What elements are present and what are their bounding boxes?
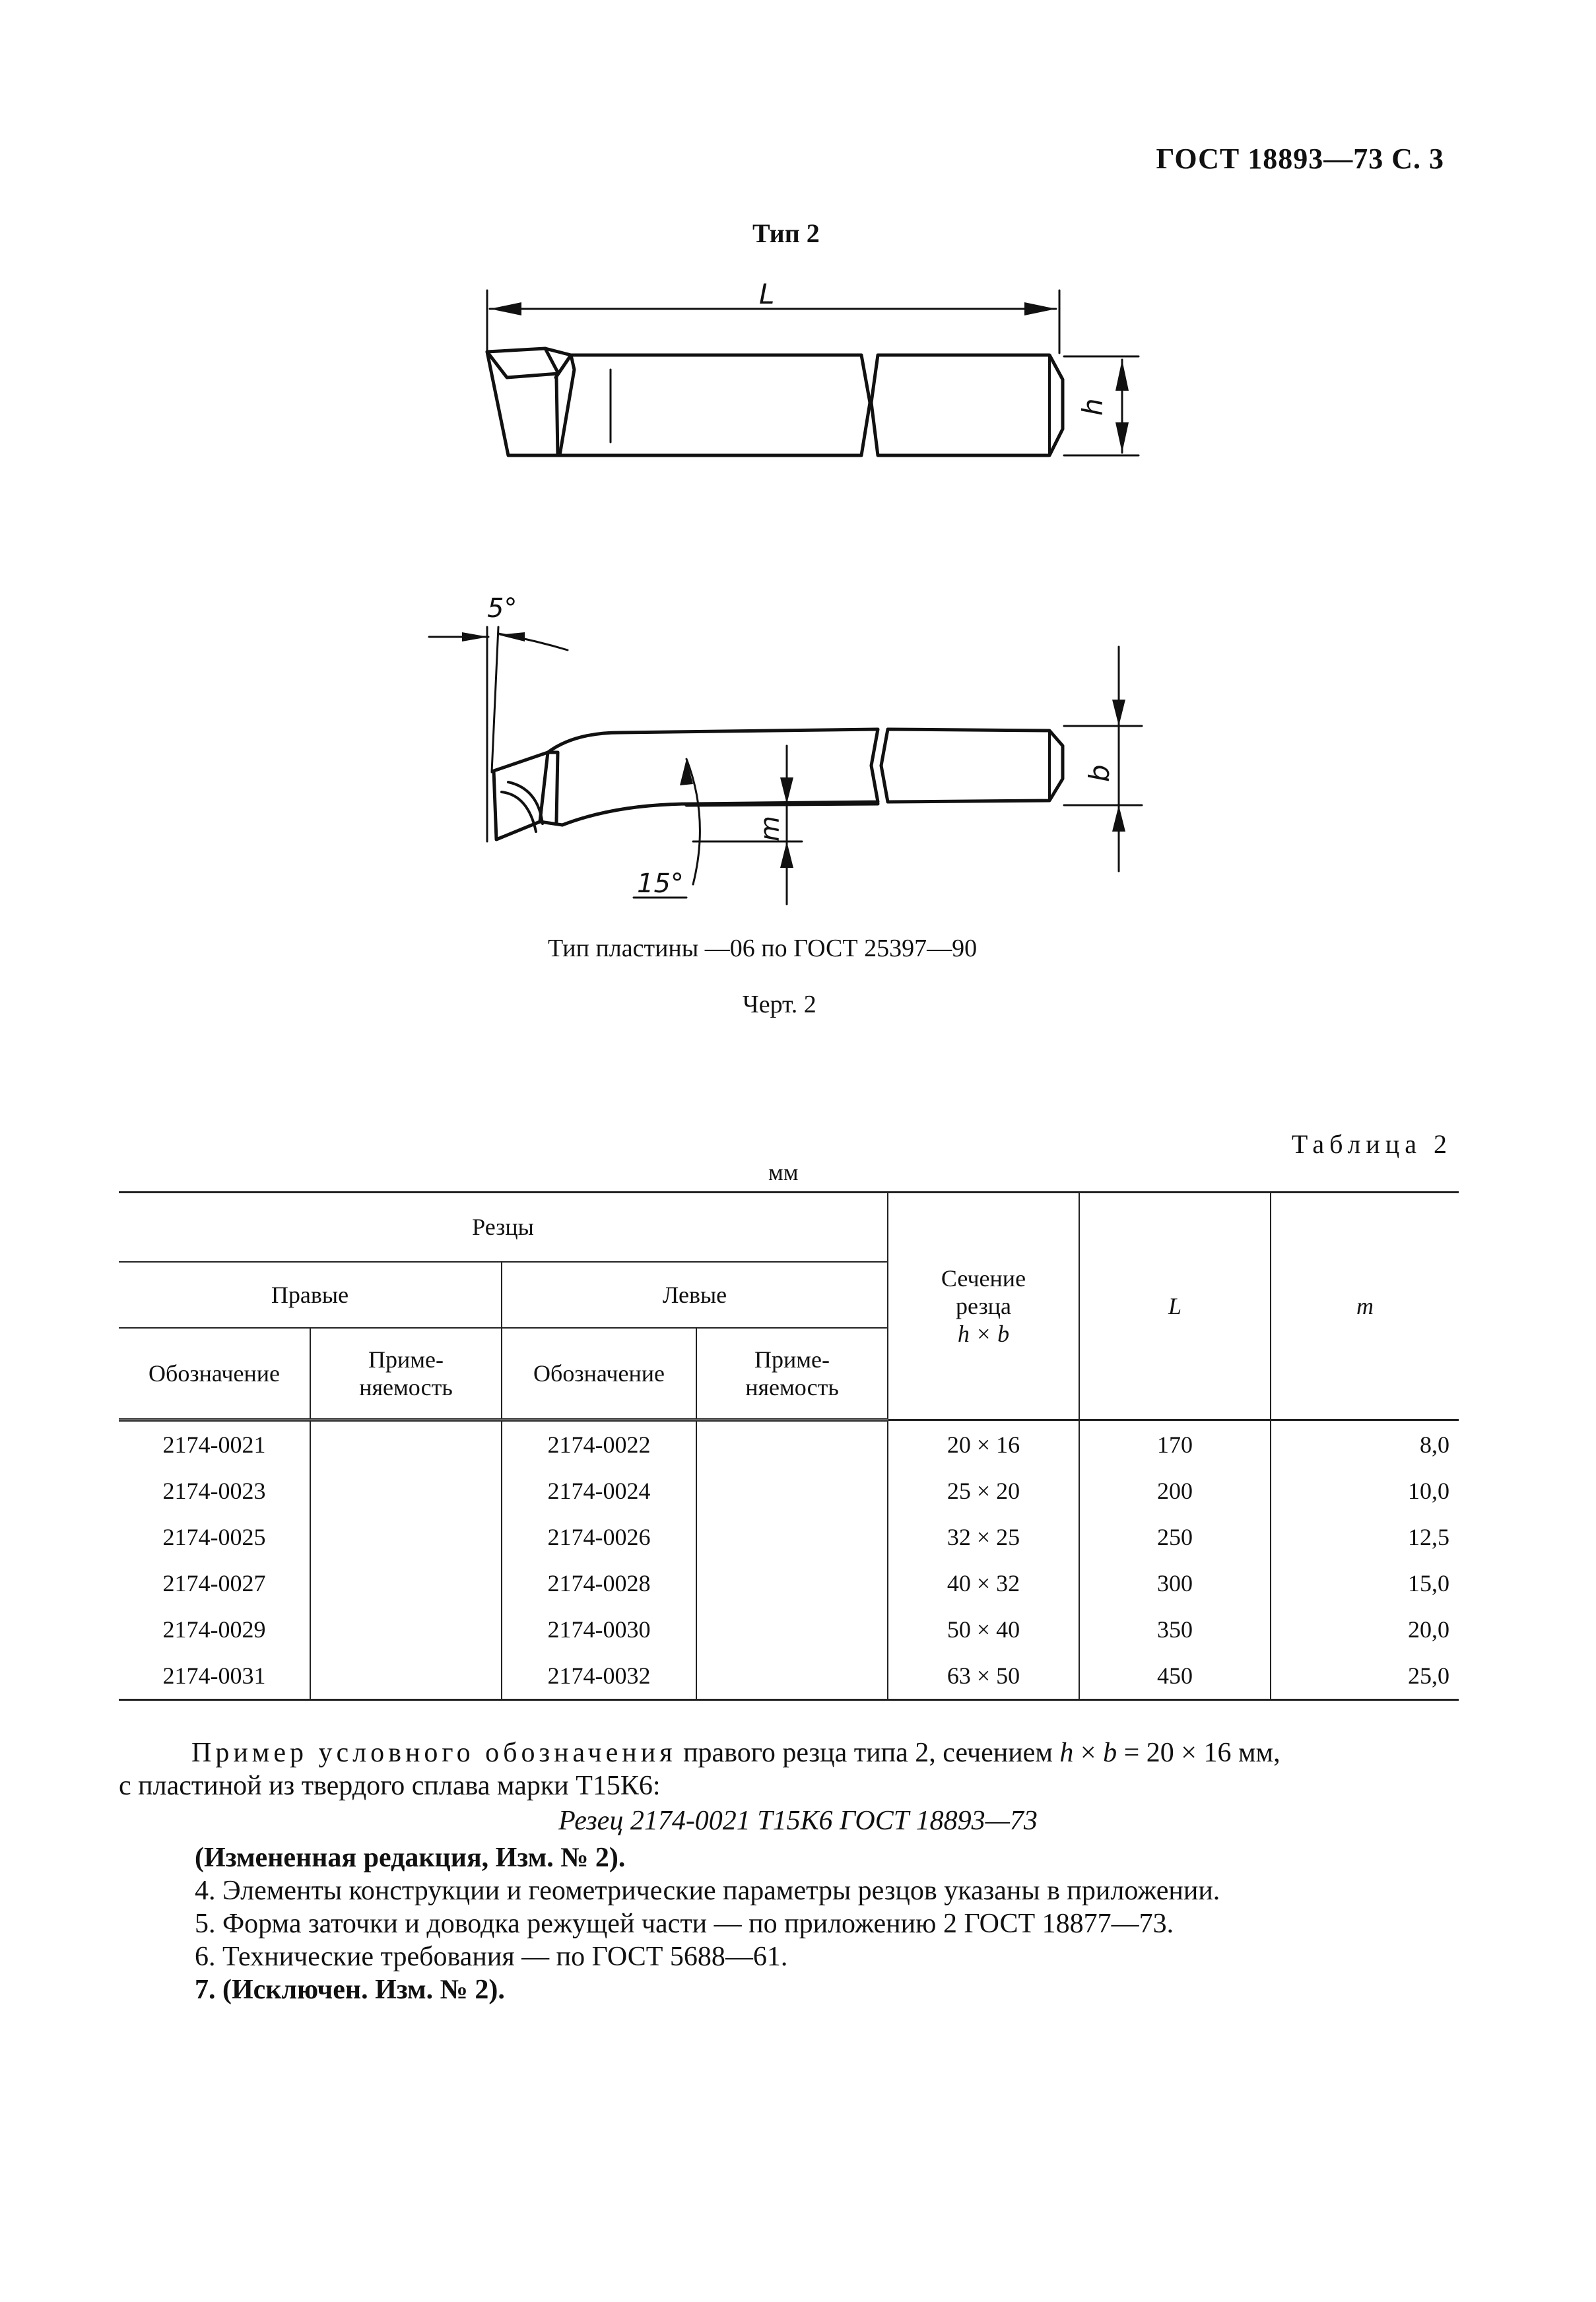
table-row: 2174-0029 2174-0030 50 × 40 350 20,0 — [119, 1606, 1459, 1653]
clause-7: 7. (Исключен. Изм. № 2). — [195, 1975, 505, 2005]
label-L: L — [759, 278, 775, 310]
header-m: m — [1271, 1193, 1459, 1420]
label-b: b — [1083, 764, 1115, 782]
header-left-designation: Обозначение — [502, 1328, 696, 1420]
header-left: Левые — [502, 1262, 888, 1328]
label-15deg: 15° — [637, 869, 684, 899]
plate-caption: Тип пластины —06 по ГОСТ 25397—90 — [548, 935, 978, 962]
page-header: ГОСТ 18893—73 С. 3 — [1156, 143, 1444, 175]
header-L: L — [1079, 1193, 1271, 1420]
header-right-applicability: Приме- няемость — [310, 1328, 502, 1420]
drawing-caption: Черт. 2 — [743, 991, 816, 1018]
side-view — [487, 290, 1139, 455]
header-section: Сечение резца h × b — [888, 1193, 1079, 1420]
header-right: Правые — [119, 1262, 502, 1328]
label-h: h — [1077, 398, 1109, 416]
header-cutters: Резцы — [119, 1193, 888, 1262]
table-row: 2174-0031 2174-0032 63 × 50 450 25,0 — [119, 1653, 1459, 1700]
header-right-designation: Обозначение — [119, 1328, 310, 1420]
designation-example-line2: с пластиной из твердого сплава марки Т15К6: — [119, 1771, 661, 1801]
cutters-table — [119, 1191, 1459, 1701]
table-row: 2174-0027 2174-0028 40 × 32 300 15,0 — [119, 1560, 1459, 1606]
designation-string: Резец 2174-0021 Т15К6 ГОСТ 18893—73 — [558, 1806, 1038, 1836]
label-m: m — [755, 816, 785, 841]
designation-example: Пример условного обозначения правого резца типа 2, сечением h × b = 20 × 16 мм, — [191, 1738, 1280, 1768]
table-title: Таблица 2 — [1291, 1129, 1452, 1159]
table-row: 2174-0021 2174-0022 20 × 16 170 8,0 — [119, 1420, 1459, 1468]
clause-6: 6. Технические требования — по ГОСТ 5688—61. — [195, 1942, 788, 1972]
header-left-applicability: Приме- няемость — [696, 1328, 888, 1420]
amended-note: (Измененная редакция, Изм. № 2). — [195, 1843, 626, 1873]
type-title: Тип 2 — [752, 218, 820, 248]
clauses — [195, 1841, 1220, 2006]
clause-5: 5. Форма заточки и доводка режущей части — по приложению 2 ГОСТ 18877—73. — [195, 1909, 1174, 1939]
table-row: 2174-0025 2174-0026 32 × 25 250 12,5 — [119, 1514, 1459, 1560]
table-units: мм — [768, 1159, 799, 1185]
plan-view — [429, 627, 1142, 904]
label-5deg: 5° — [487, 593, 517, 624]
cutter-drawing — [0, 0, 1596, 990]
clause-4: 4. Элементы конструкции и геометрические параметры резцов указаны в приложении. — [195, 1876, 1220, 1906]
table-row: 2174-0023 2174-0024 25 × 20 200 10,0 — [119, 1468, 1459, 1514]
